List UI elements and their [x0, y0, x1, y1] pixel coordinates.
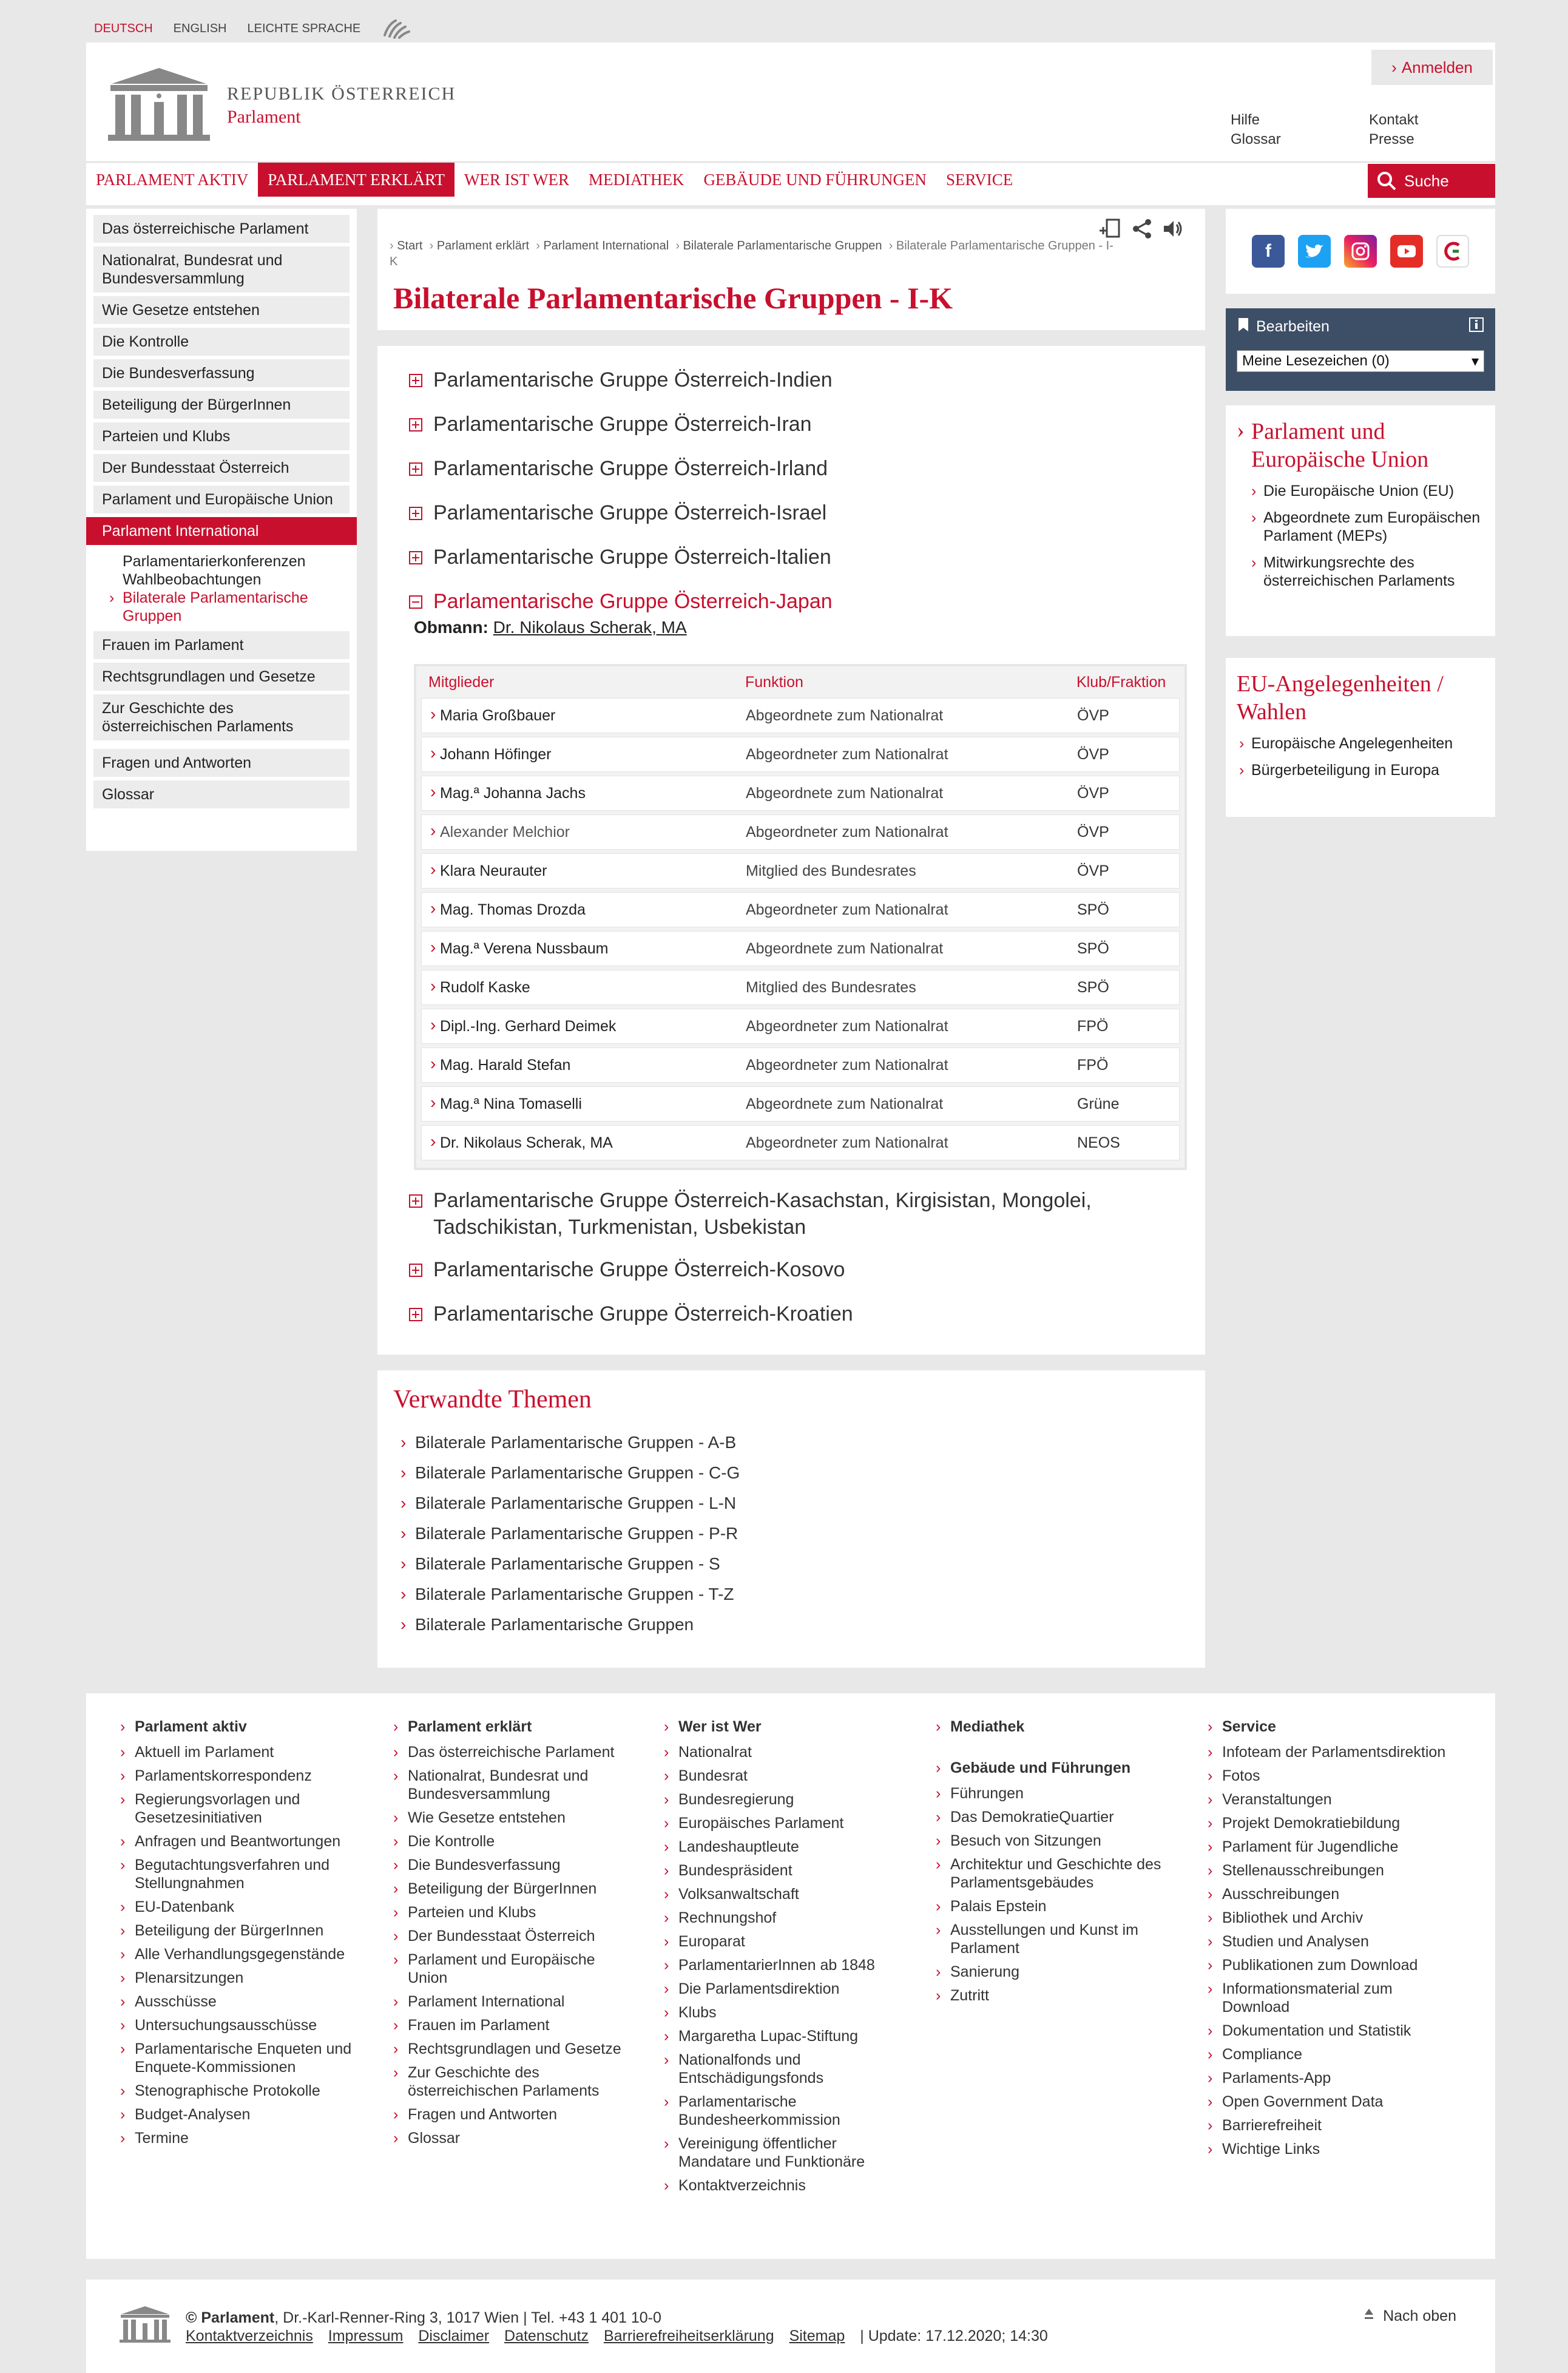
footer-link[interactable]: › Termine	[120, 2129, 363, 2147]
related-link[interactable]: › Bilaterale Parlamentarische Gruppen - S	[400, 1549, 740, 1579]
sidebar-item[interactable]: Glossar	[93, 780, 350, 808]
footer-link[interactable]: › Infoteam der Parlamentsdirektion	[1208, 1743, 1450, 1761]
footer-link[interactable]: › Regierungsvorlagen und Gesetzesinitiativen	[120, 1790, 363, 1827]
facebook-icon[interactable]: f	[1252, 235, 1285, 268]
column-header: Funktion	[745, 673, 803, 691]
main-navigation	[86, 161, 1495, 197]
sidebar-item[interactable]: Rechtsgrundlagen und Gesetze	[93, 663, 350, 691]
related-title: Verwandte Themen	[393, 1386, 592, 1413]
nav-mediathek[interactable]: MEDIATHEK	[588, 170, 684, 189]
expand-plus-icon	[409, 1308, 422, 1321]
footer-heading[interactable]: › Parlament erklärt	[393, 1718, 636, 1736]
footer-link[interactable]: › Zutritt	[936, 1986, 1178, 2005]
table-row[interactable]: › Dr. Nikolaus Scherak, MA Abgeordneter zum Nationalrat NEOS	[421, 1125, 1180, 1160]
accordion-item[interactable]: Parlamentarische Gruppe Österreich-Indien	[409, 367, 833, 393]
table-row[interactable]: › Dipl.-Ing. Gerhard Deimek Abgeordneter zum Nationalrat FPÖ	[421, 1009, 1180, 1044]
expand-plus-icon	[409, 551, 422, 564]
sidebar-item[interactable]: Wie Gesetze entstehen	[93, 296, 350, 324]
footer-link[interactable]: › Die Parlamentsdirektion	[664, 1980, 907, 1998]
table-row[interactable]: › Mag. Harald Stefan Abgeordneter zum Nationalrat FPÖ	[421, 1048, 1180, 1083]
footer-column	[1208, 1718, 1450, 2164]
obmann-line	[414, 618, 687, 637]
sidebar-item[interactable]: Das österreichische Parlament	[93, 215, 350, 243]
footer-link[interactable]: › Plenarsitzungen	[120, 1969, 363, 1987]
parliament-logo[interactable]	[104, 66, 456, 143]
site-header	[86, 42, 1495, 205]
bottom-link[interactable]: Impressum	[328, 2327, 404, 2344]
footer-link[interactable]: › Glossar	[393, 2129, 636, 2147]
sidebar-subitem-selected[interactable]: › Bilaterale Parlamentarische Gruppen	[123, 589, 350, 625]
accordion-item-open[interactable]: Parlamentarische Gruppe Österreich-Japan	[409, 588, 833, 615]
lang-en-link[interactable]: ENGLISH	[173, 21, 227, 35]
sidebar-item[interactable]: Die Bundesverfassung	[93, 359, 350, 387]
footer-link[interactable]: › Vereinigung öffentlicher Mandatare und Funktionäre	[664, 2134, 907, 2171]
bottom-link[interactable]: Kontaktverzeichnis	[186, 2327, 313, 2344]
footer-link[interactable]: › Rechnungshof	[664, 1909, 907, 1927]
footer-link[interactable]: › Besuch von Sitzungen	[936, 1832, 1178, 1850]
accordion-item[interactable]: Parlamentarische Gruppe Österreich-Kasachstan, Kirgisistan, Mongolei, Tadschikistan, Turkmenistan, Usbekistan	[409, 1187, 1125, 1241]
collapse-minus-icon	[409, 595, 422, 609]
footer-link[interactable]: › Margaretha Lupac-Stiftung	[664, 2027, 907, 2045]
back-to-top-button[interactable]: Nach oben	[1364, 2307, 1456, 2325]
footer-link[interactable]: › Nationalfonds und Entschädigungsfonds	[664, 2051, 907, 2087]
bottom-link[interactable]: Sitemap	[789, 2327, 845, 2344]
obmann-link[interactable]: Dr. Nikolaus Scherak, MA	[493, 618, 687, 637]
obmann-label: Obmann:	[414, 618, 488, 637]
footer-link[interactable]: › Nationalrat, Bundesrat und Bundesversammlung	[393, 1767, 636, 1803]
footer-link[interactable]: › Compliance	[1208, 2045, 1450, 2063]
footer-link[interactable]: › Volksanwaltschaft	[664, 1885, 907, 1903]
footer-link[interactable]: › Parlaments-App	[1208, 2069, 1450, 2087]
accordion-item[interactable]: Parlamentarische Gruppe Österreich-Italien	[409, 544, 831, 570]
table-row[interactable]: › Klara Neurauter Mitglied des Bundesrates ÖVP	[421, 853, 1180, 889]
footer-link[interactable]: › Parlamentskorrespondenz	[120, 1767, 363, 1785]
contact-link[interactable]: Kontakt	[1369, 112, 1419, 128]
lang-easy-link[interactable]: LEICHTE SPRACHE	[247, 21, 361, 35]
footer-link[interactable]: › Rechtsgrundlagen und Gesetze	[393, 2040, 636, 2058]
sidebar-item[interactable]: Beteiligung der BürgerInnen	[93, 391, 350, 419]
eu-affairs-link[interactable]: › Europäische Angelegenheiten	[1237, 734, 1484, 753]
share-icon[interactable]	[1131, 217, 1153, 240]
bookmark-add-icon[interactable]	[1098, 217, 1123, 240]
related-link[interactable]: › Bilaterale Parlamentarische Gruppen - T-Z	[400, 1579, 740, 1610]
footer-link[interactable]: › Informationsmaterial zum Download	[1208, 1980, 1450, 2016]
footer-link[interactable]: › Kontaktverzeichnis	[664, 2176, 907, 2195]
instagram-icon[interactable]	[1344, 235, 1377, 268]
bottom-link[interactable]: Disclaimer	[418, 2327, 490, 2344]
footer-link[interactable]: › Bundespräsident	[664, 1861, 907, 1880]
address: , Dr.-Karl-Renner-Ring 3, 1017 Wien | Tel. +43 1 401 10-0	[274, 2309, 661, 2326]
nav-parlament-aktiv[interactable]: PARLAMENT AKTIV	[96, 170, 249, 189]
groups-accordion	[377, 346, 1205, 1355]
edit-panel	[1226, 308, 1495, 391]
eu-box	[1226, 405, 1495, 636]
related-link[interactable]: › Bilaterale Parlamentarische Gruppen - C-G	[400, 1458, 740, 1488]
arrow-up-icon	[1364, 2307, 1374, 2325]
footer-heading[interactable]: › Mediathek	[936, 1718, 1178, 1736]
bookmarks-select[interactable]: Meine Lesezeichen (0) ▾	[1237, 350, 1484, 372]
footer-link[interactable]: › Beteiligung der BürgerInnen	[393, 1880, 636, 1898]
footer-link[interactable]: › Architektur und Geschichte des Parlamentsgebäudes	[936, 1855, 1178, 1892]
search-button[interactable]: Suche	[1368, 164, 1495, 198]
footer-link[interactable]: › Fotos	[1208, 1767, 1450, 1785]
accordion-item[interactable]: Parlamentarische Gruppe Österreich-Israel	[409, 499, 826, 526]
footer-link[interactable]: › Frauen im Parlament	[393, 2016, 636, 2034]
members-table	[414, 664, 1187, 1170]
twitter-icon[interactable]	[1298, 235, 1331, 268]
accordion-item[interactable]: Parlamentarische Gruppe Österreich-Iran	[409, 411, 812, 438]
eu-affairs-title[interactable]: EU-Angelegenheiten / Wahlen	[1237, 671, 1444, 725]
expand-plus-icon	[409, 462, 422, 476]
site-footer	[86, 1693, 1495, 2259]
breadcrumb-item[interactable]: › Bilaterale Parlamentarische Gruppen	[675, 239, 882, 252]
footer-heading[interactable]: › Gebäude und Führungen	[936, 1759, 1178, 1777]
footer-link[interactable]: › Das DemokratieQuartier	[936, 1808, 1178, 1826]
footer-link[interactable]: › Führungen	[936, 1784, 1178, 1803]
glossary-link[interactable]: Glossar	[1231, 131, 1281, 147]
language-bar	[94, 17, 413, 40]
sidebar-item[interactable]: Nationalrat, Bundesrat und Bundesversammlung	[93, 246, 350, 293]
info-icon[interactable]	[1468, 317, 1484, 337]
chevron-down-icon: ▾	[1471, 353, 1479, 370]
footer-link[interactable]: › Alle Verhandlungsgegenstände	[120, 1945, 363, 1963]
footer-link[interactable]: › EU-Datenbank	[120, 1898, 363, 1916]
expand-plus-icon	[409, 374, 422, 387]
breadcrumb	[390, 238, 1118, 269]
column-header: Klub/Fraktion	[1076, 673, 1166, 691]
footer-link[interactable]: › Parlament International	[393, 1992, 636, 2011]
table-row[interactable]: › Johann Höfinger Abgeordneter zum Nationalrat ÖVP	[421, 737, 1180, 772]
sign-language-icon[interactable]	[381, 17, 413, 40]
speaker-icon[interactable]	[1161, 217, 1183, 240]
sidebar-subitem[interactable]: Wahlbeobachtungen	[123, 571, 262, 588]
help-link[interactable]: Hilfe	[1231, 112, 1260, 128]
footer-gap	[936, 1743, 1178, 1759]
breadcrumb-item[interactable]: › Start	[390, 239, 422, 252]
chevron-right-icon: ›	[1391, 58, 1397, 76]
logo-subtitle: Parlament	[227, 107, 301, 127]
footer-link[interactable]: › Barrierefreiheit	[1208, 2116, 1450, 2134]
related-link[interactable]: › Bilaterale Parlamentarische Gruppen - P-R	[400, 1518, 740, 1549]
footer-heading[interactable]: › Service	[1208, 1718, 1450, 1736]
footer-link[interactable]: › Studien und Analysen	[1208, 1932, 1450, 1951]
footer-link[interactable]: › Parteien und Klubs	[393, 1903, 636, 1921]
table-row[interactable]: › Mag. Thomas Drozda Abgeordneter zum Nationalrat SPÖ	[421, 892, 1180, 927]
login-button[interactable]: › Anmelden	[1371, 50, 1493, 85]
footer-link[interactable]: › Fragen und Antworten	[393, 2105, 636, 2124]
footer-link[interactable]: › Klubs	[664, 2003, 907, 2022]
youtube-icon[interactable]	[1390, 235, 1423, 268]
footer-link[interactable]: › Begutachtungsverfahren und Stellungnahmen	[120, 1856, 363, 1892]
related-link[interactable]: › Bilaterale Parlamentarische Gruppen - A-B	[400, 1427, 740, 1458]
footer-link[interactable]: › Projekt Demokratiebildung	[1208, 1814, 1450, 1832]
sidebar-item[interactable]: Frauen im Parlament	[93, 631, 350, 659]
sidebar-subnav	[93, 549, 350, 631]
sidebar-item[interactable]: Fragen und Antworten	[93, 749, 350, 777]
footer-link[interactable]: › Anfragen und Beantwortungen	[120, 1832, 363, 1850]
bottom-info	[186, 2309, 1048, 2345]
parlament-app-icon[interactable]	[1436, 235, 1469, 268]
eu-box-title[interactable]: › Parlament und Europäische Union	[1237, 418, 1484, 473]
breadcrumb-current: › Bilaterale Parlamentarische Gruppen - I-K	[390, 239, 1113, 268]
eu-box-link[interactable]: › Die Europäische Union (EU)	[1237, 482, 1484, 500]
footer-link[interactable]: › Stenographische Protokolle	[120, 2082, 363, 2100]
footer-link[interactable]: › Veranstaltungen	[1208, 1790, 1450, 1809]
related-link[interactable]: › Bilaterale Parlamentarische Gruppen - L-N	[400, 1488, 740, 1518]
expand-plus-icon	[409, 507, 422, 520]
footer-link[interactable]: › Landeshauptleute	[664, 1838, 907, 1856]
title-box	[377, 209, 1205, 330]
footer-link[interactable]: › Zur Geschichte des österreichischen Parlaments	[393, 2063, 636, 2100]
accordion-item[interactable]: Parlamentarische Gruppe Österreich-Kosovo	[409, 1256, 845, 1283]
nav-wer-ist-wer[interactable]: WER IST WER	[464, 170, 569, 189]
footer-link[interactable]: › Beteiligung der BürgerInnen	[120, 1921, 363, 1940]
footer-link[interactable]: › Wichtige Links	[1208, 2140, 1450, 2158]
sidebar-item[interactable]: Zur Geschichte des österreichischen Parlaments	[93, 694, 350, 740]
breadcrumb-item[interactable]: › Parlament erklärt	[430, 239, 530, 252]
footer-heading[interactable]: › Parlament aktiv	[120, 1718, 363, 1736]
search-icon	[1376, 171, 1397, 191]
expand-plus-icon	[409, 1264, 422, 1277]
logo-title: REPUBLIK ÖSTERREICH	[227, 84, 456, 104]
footer-link[interactable]: › Publikationen zum Download	[1208, 1956, 1450, 1974]
footer-link[interactable]: › Sanierung	[936, 1963, 1178, 1981]
footer-link[interactable]: › Die Kontrolle	[393, 1832, 636, 1850]
footer-column	[936, 1718, 1178, 2010]
footer-link[interactable]: › Ausschüsse	[120, 1992, 363, 2011]
eu-box-list	[1237, 482, 1484, 590]
parliament-building-icon	[104, 66, 214, 143]
footer-link[interactable]: › Budget-Analysen	[120, 2105, 363, 2124]
nav-parlament-erklaert[interactable]: PARLAMENT ERKLÄRT	[258, 163, 455, 197]
footer-link[interactable]: › Stellenausschreibungen	[1208, 1861, 1450, 1880]
footer-link[interactable]: › Nationalrat	[664, 1743, 907, 1761]
footer-link[interactable]: › Ausschreibungen	[1208, 1885, 1450, 1903]
sidebar-subitem[interactable]: Parlamentarierkonferenzen	[123, 553, 306, 570]
related-list	[400, 1427, 740, 1640]
press-link[interactable]: Presse	[1369, 131, 1414, 147]
accordion-item[interactable]: Parlamentarische Gruppe Österreich-Kroatien	[409, 1301, 853, 1327]
table-row[interactable]: › Maria Großbauer Abgeordnete zum Nationalrat ÖVP	[421, 698, 1180, 733]
copyright: © Parlament	[186, 2309, 275, 2326]
footer-link[interactable]: › Die Bundesverfassung	[393, 1856, 636, 1874]
eu-affairs-link[interactable]: › Bürgerbeteiligung in Europa	[1237, 761, 1484, 779]
bottom-bar	[86, 2280, 1495, 2373]
footer-link[interactable]: › Parlamentarische Bundesheerkommission	[664, 2093, 907, 2129]
bookmark-icon	[1237, 317, 1250, 337]
table-row[interactable]: › Mag.ª Johanna Jachs Abgeordnete zum Nationalrat ÖVP	[421, 776, 1180, 811]
accordion-item[interactable]: Parlamentarische Gruppe Österreich-Irland	[409, 455, 828, 482]
meta-links-left	[1231, 110, 1281, 149]
column-header: Mitglieder	[428, 673, 495, 691]
nav-service[interactable]: SERVICE	[945, 170, 1013, 189]
footer-column	[393, 1718, 636, 2153]
sidebar-item[interactable]: Der Bundesstaat Österreich	[93, 454, 350, 482]
footer-link[interactable]: › ParlamentarierInnen ab 1848	[664, 1956, 907, 1974]
footer-link[interactable]: › Open Government Data	[1208, 2093, 1450, 2111]
table-row[interactable]: › Mag.ª Nina Tomaselli Abgeordnete zum Nationalrat Grüne	[421, 1086, 1180, 1122]
footer-link[interactable]: › Der Bundesstaat Österreich	[393, 1927, 636, 1945]
sidebar-item-active[interactable]: Parlament International	[86, 517, 357, 545]
footer-heading[interactable]: › Wer ist Wer	[664, 1718, 907, 1736]
table-header	[421, 666, 1180, 698]
social-links	[1226, 209, 1495, 294]
table-row[interactable]: › Rudolf Kaske Mitglied des Bundesrates SPÖ	[421, 970, 1180, 1005]
footer-column	[120, 1718, 363, 2153]
bottom-link[interactable]: Barrierefreiheitserklärung	[603, 2327, 774, 2344]
footer-link[interactable]: › Parlamentarische Enqueten und Enquete-Kommissionen	[120, 2040, 363, 2076]
lang-de-link[interactable]: DEUTSCH	[94, 21, 153, 35]
eu-box-link[interactable]: › Abgeordnete zum Europäischen Parlament (MEPs)	[1237, 509, 1484, 545]
footer-link[interactable]: › Ausstellungen und Kunst im Parlament	[936, 1921, 1178, 1957]
footer-link[interactable]: › Parlament für Jugendliche	[1208, 1838, 1450, 1856]
footer-link[interactable]: › Wie Gesetze entstehen	[393, 1809, 636, 1827]
footer-link[interactable]: › Aktuell im Parlament	[120, 1743, 363, 1761]
footer-link[interactable]: › Parlament und Europäische Union	[393, 1951, 636, 1987]
meta-links-right	[1369, 110, 1418, 149]
left-sidebar	[86, 209, 357, 851]
sidebar-item[interactable]: Parteien und Klubs	[93, 422, 350, 450]
related-topics	[377, 1370, 1205, 1668]
page-tools	[1098, 217, 1183, 240]
page-title: Bilaterale Parlamentarische Gruppen - I-K	[393, 281, 953, 315]
footer-link[interactable]: › Bundesrat	[664, 1767, 907, 1785]
bottom-link[interactable]: Datenschutz	[504, 2327, 589, 2344]
eu-box-link[interactable]: › Mitwirkungsrechte des österreichischen Parlaments	[1237, 553, 1484, 590]
table-row[interactable]: › Alexander Melchior Abgeordneter zum Nationalrat ÖVP	[421, 814, 1180, 850]
footer-column	[664, 1718, 907, 2200]
sidebar-item[interactable]: Parlament und Europäische Union	[93, 486, 350, 513]
footer-link[interactable]: › Dokumentation und Statistik	[1208, 2022, 1450, 2040]
sidebar-item[interactable]: Die Kontrolle	[93, 328, 350, 356]
eu-affairs-box	[1226, 658, 1495, 817]
footer-link[interactable]: › Palais Epstein	[936, 1897, 1178, 1915]
breadcrumb-item[interactable]: › Parlament International	[536, 239, 669, 252]
table-row[interactable]: › Mag.ª Verena Nussbaum Abgeordnete zum Nationalrat SPÖ	[421, 931, 1180, 966]
edit-header: Bearbeiten	[1237, 317, 1484, 337]
footer-link[interactable]: › Bibliothek und Archiv	[1208, 1909, 1450, 1927]
parliament-building-icon	[118, 2305, 172, 2344]
expand-plus-icon	[409, 418, 422, 432]
expand-plus-icon	[409, 1194, 422, 1208]
eu-affairs-list	[1237, 734, 1484, 779]
footer-link[interactable]: › Untersuchungsausschüsse	[120, 2016, 363, 2034]
footer-link[interactable]: › Bundesregierung	[664, 1790, 907, 1809]
footer-link[interactable]: › Europarat	[664, 1932, 907, 1951]
footer-link[interactable]: › Europäisches Parlament	[664, 1814, 907, 1832]
nav-gebaeude[interactable]: GEBÄUDE UND FÜHRUNGEN	[703, 170, 927, 189]
related-link[interactable]: › Bilaterale Parlamentarische Gruppen	[400, 1610, 740, 1640]
update-info: | Update: 17.12.2020; 14:30	[860, 2327, 1048, 2344]
footer-link[interactable]: › Das österreichische Parlament	[393, 1743, 636, 1761]
